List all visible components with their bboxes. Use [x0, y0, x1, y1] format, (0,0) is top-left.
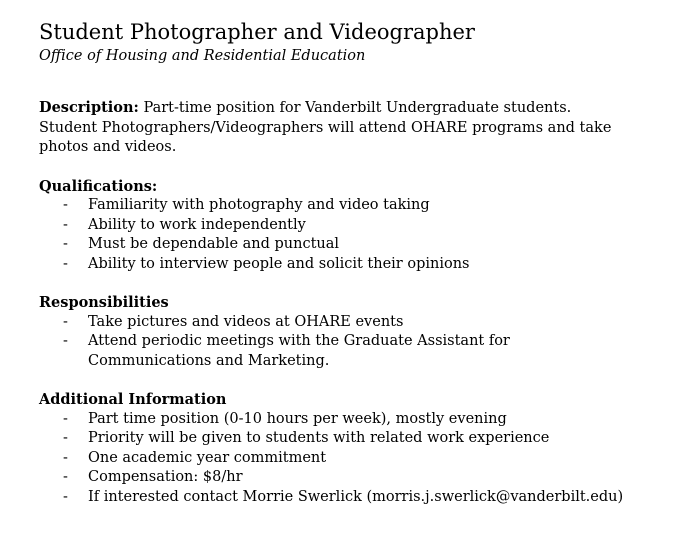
list-item: [39, 235, 679, 255]
list-item: [39, 410, 679, 430]
bullet-dash: -: [63, 488, 68, 505]
list-item: [39, 313, 628, 333]
document-page: [39, 18, 679, 507]
list-item-text: Must be dependable and punctual: [88, 236, 340, 252]
list-item-text: If interested contact Morrie Swerlick (morris.j.swerlick@vanderbilt.edu): [88, 488, 624, 505]
responsibilities-heading: Responsibilities: [39, 294, 169, 311]
list-item-text: Familiarity with photography and video taking: [88, 197, 430, 213]
additional-info-heading: Additional Information: [39, 391, 227, 408]
description-paragraph: [39, 98, 629, 158]
list-item: [39, 468, 679, 488]
qualifications-section: [39, 177, 679, 275]
bullet-dash: -: [63, 469, 68, 485]
list-item: [39, 255, 679, 275]
bullet-dash: -: [63, 410, 68, 427]
list-item-text: One academic year commitment: [88, 449, 327, 466]
list-item: [39, 488, 679, 508]
list-item: [39, 429, 679, 449]
job-title: Student Photographer and Videographer: [39, 20, 475, 44]
list-item: [39, 216, 679, 236]
qualifications-list: [39, 196, 679, 274]
list-item-text: Ability to interview people and solicit their opinions: [88, 255, 470, 272]
list-item: [39, 196, 679, 216]
description-label: Description:: [39, 99, 139, 116]
additional-info-section: [39, 390, 679, 507]
responsibilities-section: [39, 293, 679, 371]
description-text: Part-time position for Vanderbilt Undergraduate students. Student Photographers/Videographers will attend OHARE programs and take photos and videos.: [39, 100, 612, 155]
bullet-dash: -: [63, 430, 68, 446]
bullet-dash: -: [63, 333, 68, 349]
bullet-dash: -: [63, 236, 68, 252]
qualifications-heading: Qualifications:: [39, 177, 158, 195]
bullet-dash: -: [63, 197, 68, 213]
bullet-dash: -: [63, 216, 68, 233]
list-item-text: Priority will be given to students with related work experience: [88, 430, 550, 446]
list-item-text: Compensation: $8/hr: [88, 469, 243, 485]
bullet-dash: -: [63, 313, 68, 330]
responsibilities-list: [39, 313, 679, 372]
additional-info-list: [39, 410, 679, 508]
list-item-text: Part time position (0-10 hours per week), mostly evening: [88, 410, 507, 427]
list-item: [39, 332, 628, 371]
bullet-dash: -: [63, 255, 68, 272]
list-item-text: Take pictures and videos at OHARE events: [88, 313, 404, 330]
list-item-text: Ability to work independently: [88, 216, 306, 233]
bullet-dash: -: [63, 449, 68, 466]
office-subtitle: Office of Housing and Residential Education: [39, 48, 366, 64]
list-item: [39, 449, 679, 469]
list-item-text: Attend periodic meetings with the Graduate Assistant for Communications and Marketing.: [88, 333, 510, 369]
